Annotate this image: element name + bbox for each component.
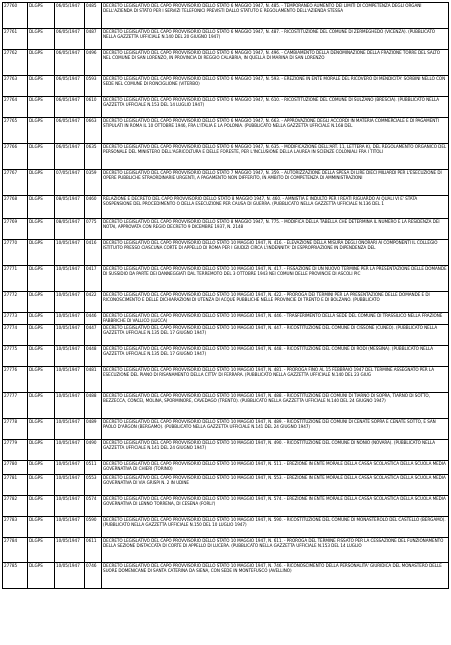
act-description: DECRETO LEGISLATIVO DEL CAPO PROVVISORIO DELLO STATO 10 MAGGIO 1947, N. 574. - EREZIONE IN ENTE MORALE DELLA CASSA SCOLASTICA DELLA SCUOLA MEDIA GOVERNATIVA DI LENNO TORRENA, DI CESENA (FORLI') — [102, 496, 449, 516]
act-code: 0553 — [85, 475, 102, 495]
row-number: 27767 — [3, 170, 28, 195]
row-number: 27763 — [3, 76, 28, 96]
act-code: 0593 — [85, 76, 102, 96]
act-code: 0511 — [85, 461, 102, 474]
act-code: 0746 — [85, 563, 102, 588]
act-code: 0460 — [85, 196, 102, 218]
act-date: 10/05/1947 — [55, 313, 85, 324]
row-number: 27769 — [3, 219, 28, 239]
act-description: RELAZIONE E DECRETO DEL CAPO PROVVISORIO DELLO STATO 8 MAGGIO 1947, N. 460. - AMNISTIA E INDULTO PER I REATI RIGUARDO AI QUALI VI E' STATA SOSPENSIONE DEL PROCEDIMENTO O DELLA ESECUZIONE PER CAUSA DI GUERRA. (PUBBLICATO NELLA GAZZETTA UFFICIALE N.136 DEL 1 — [102, 196, 449, 218]
row-number: 27780 — [3, 461, 28, 474]
act-date: 10/05/1947 — [55, 367, 85, 392]
act-date: 10/05/1947 — [55, 266, 85, 291]
act-code: 0359 — [85, 170, 102, 195]
act-description: DECRETO LEGISLATIVO DEL CAPO PROVVISORIO DELLO STATO 10 MAGGIO 1947, N. 490. - RICOSTITUZIONE DEL COMUNE DI NONIO (NOVARA). (PUBBLICATO NELLA GAZZETTA UFFICIALE N.141 DEL 24 GIUGNO 1947) — [102, 440, 449, 460]
row-number: 27777 — [3, 393, 28, 418]
act-date: 06/05/1947 — [55, 29, 85, 49]
act-date: 08/05/1947 — [55, 196, 85, 218]
act-date: 10/05/1947 — [55, 419, 85, 439]
table-row — [2, 496, 449, 517]
act-code: 0775 — [85, 219, 102, 239]
act-code: 0611 — [85, 538, 102, 562]
act-date: 10/05/1947 — [55, 517, 85, 537]
table-row — [2, 118, 449, 144]
act-description: DECRETO LEGISLATIVO DEL CAPO PROVVISORIO DELLO STATO 6 MAGGIO 1947, N. 485. - TEMPORANEO AUMENTO DEI LIMITI DI COMPETENZA DEGLI ORGANI DELL'AZIENDA DI STATO PER I SERVIZI TELEFONICI PREVISTI DALLO STATUTO E REGOLAMENTO DELL'AZIENDA STESSA — [102, 3, 449, 28]
act-code: 0590 — [85, 517, 102, 537]
act-type: DLGPS — [28, 440, 55, 460]
act-type: DLGPS — [28, 76, 55, 96]
act-date: 07/05/1947 — [55, 170, 85, 195]
table-row — [2, 440, 449, 461]
table-row — [2, 144, 449, 170]
act-type: DLGPS — [28, 144, 55, 169]
table-row — [2, 196, 449, 219]
act-type: DLGPS — [28, 538, 55, 562]
act-date: 08/05/1947 — [55, 219, 85, 239]
act-date: 06/05/1947 — [55, 144, 85, 169]
row-number: 27783 — [3, 517, 28, 537]
act-type: DLGPS — [28, 475, 55, 495]
act-code: 0663 — [85, 118, 102, 143]
act-type: DLGPS — [28, 496, 55, 516]
act-type: DLGPS — [28, 461, 55, 474]
row-number: 27773 — [3, 313, 28, 324]
act-type: DLGPS — [28, 196, 55, 218]
table-row — [2, 219, 449, 240]
act-date: 06/05/1947 — [55, 118, 85, 143]
table-row — [2, 313, 449, 325]
act-type: DLGPS — [28, 367, 55, 392]
act-description: DECRETO LEGISLATIVO DEL CAPO PROVVISORIO DELLO STATO 6 MAGGIO 1947, N. 610. - RICOSTITUZIONE DEL COMUNE DI SULZANO (BRESCIA). (PUBBLICATO NELLA GAZZETTA UFFICIALE N.153 DEL 14 LUGLIO 1947) — [102, 97, 449, 117]
row-number: 27761 — [3, 29, 28, 49]
act-description: DECRETO LEGISLATIVO DEL CAPO PROVVISORIO DELLO STATO 10 MAGGIO 1947, N. 422. - PROROGA DEI TERMINI PER LA PRESENTAZIONE DELLE DOMANDE E DI RICONOSCIMENTO E DELLE DICHIARAZIONI DI UTENZA DI ACQUE PUBBLICHE NELLE PROVINCIE DI TRENTO E DI BOLZANO. (PUBBLICATO — [102, 292, 449, 312]
row-number: 27774 — [3, 325, 28, 345]
act-description: DECRETO LEGISLATIVO DEL CAPO PROVVISORIO DELLO STATO 10 MAGGIO 1947, N. 481. - PROROGA FINO AL 15 FEBBRAIO 1947 DEL TERMINE ASSEGNATO PER LA ESECUZIONE DEL PIANO DI RISANAMENTO DELLA CITTA' DI FERRARA. (PUBBLICATO NELLA GAZZETTA UFFICIALE N.140 DEL 23 GIUG — [102, 367, 449, 392]
act-code: 0496 — [85, 50, 102, 75]
act-code: 0416 — [85, 240, 102, 265]
act-date: 06/05/1947 — [55, 76, 85, 96]
row-number: 27766 — [3, 144, 28, 169]
table-row — [2, 563, 449, 589]
row-number: 27770 — [3, 240, 28, 265]
act-description: DECRETO LEGISLATIVO DEL CAPO PROVVISORIO DELLO STATO 6 MAGGIO 1947, N. 635. - MODIFICAZIONE DELL'ART. 11, LETTERA K), DEL REGOLAMENTO ORGANICO DEL PERSONALE DEL MINISTERO DELL'AGRICOLTURA E DELLE FORESTE, PER L'INCLUSIONE DELLA LAUREA IN SCIENZE COLONIALI FRA I TITOLI — [102, 144, 449, 169]
row-number: 27782 — [3, 496, 28, 516]
act-description: DECRETO LEGISLATIVO DEL CAPO PROVVISORIO DELLO STATO 10 MAGGIO 1947, N. 611. - PROROGA DEL TERMINE FISSATO PER LA CESSAZIONE DEL FUNZIONAMENTO DELLA SEZIONE DISTACCATA DI CORTE DI APPELLO DI LUCERA. (PUBBLICATO NELLA GAZZETTA UFFICIALE N.153 DEL 14 LUGLIO — [102, 538, 449, 562]
act-type: DLGPS — [28, 118, 55, 143]
act-type: DLGPS — [28, 3, 55, 28]
act-type: DLGPS — [28, 266, 55, 291]
act-type: DLGPS — [28, 313, 55, 324]
act-date: 10/05/1947 — [55, 346, 85, 366]
row-number: 27776 — [3, 367, 28, 392]
act-description: DECRETO LEGISLATIVO DEL CAPO PROVVISORIO DELLO STATO 8 MAGGIO 1947, N. 775. - MODIFICA DELLA TABELLA CHE DETERMINA IL NUMERO E LA RESIDENZA DEI NOTAI, APPROVATA CON REGIO DECRETO 9 DICEMBRE 1937, N. 2148 — [102, 219, 449, 239]
table-row — [2, 170, 449, 196]
row-number: 27771 — [3, 266, 28, 291]
act-code: 0447 — [85, 325, 102, 345]
act-type: DLGPS — [28, 219, 55, 239]
table-row — [2, 475, 449, 496]
row-number: 27768 — [3, 196, 28, 218]
act-type: DLGPS — [28, 29, 55, 49]
row-number: 27779 — [3, 440, 28, 460]
table-row — [2, 292, 449, 313]
act-code: 0485 — [85, 3, 102, 28]
act-code: 0490 — [85, 440, 102, 460]
act-date: 10/05/1947 — [55, 496, 85, 516]
act-type: DLGPS — [28, 393, 55, 418]
table-row — [2, 393, 449, 419]
row-number: 27762 — [3, 50, 28, 75]
act-type: DLGPS — [28, 325, 55, 345]
act-description: DECRETO LEGISLATIVO DEL CAPO PROVVISORIO DELLO STATO 10 MAGGIO 1947, N. 448. - RICOSTITUZIONE DEL COMUNE DI RODI (MESSINA). (PUBBLICATO NELLA GAZZETTA UFFICIALE N.135 DEL 17 GIUGNO 1947) — [102, 346, 449, 366]
act-date: 10/05/1947 — [55, 240, 85, 265]
act-description: DECRETO LEGISLATIVO DEL CAPO PROVVISORIO DELLO STATO 10 MAGGIO 1947, N. 511. - EREZIONE IN ENTE MORALE DELLA CASSA SCOLASTICA DELLA SCUOLA MEDIA GOVERNATIVA DI CHIERI (TORINO) — [102, 461, 449, 474]
act-description: DECRETO LEGISLATIVO DEL CAPO PROVVISORIO DELLO STATO 6 MAGGIO 1947, N. 663. - APPROVAZIONE DEGLI ACCORDI IN MATERIA COMMERCIALE E DI PAGAMENTI STIPULATI IN ROMA IL 10 OTTOBRE 1946, FRA L'ITALIA E LA POLONIA. (PUBBLICATO NELLA GAZZETTA UFFICIALE N.168 DEL — [102, 118, 449, 143]
decree-table — [2, 2, 449, 589]
act-code: 0489 — [85, 419, 102, 439]
table-row — [2, 346, 449, 367]
table-row — [2, 461, 449, 475]
table-row — [2, 240, 449, 266]
act-code: 0422 — [85, 292, 102, 312]
act-code: 0488 — [85, 393, 102, 418]
act-type: DLGPS — [28, 50, 55, 75]
act-type: DLGPS — [28, 419, 55, 439]
act-date: 10/05/1947 — [55, 475, 85, 495]
act-description: DECRETO LEGISLATIVO DEL CAPO PROVVISORIO DELLO STATO 6 MAGGIO 1947, N. 487. - RICOSTITUZIONE DEL COMUNE DI ZERMEGHEDO (VICENZA). (PUBBLICATO NELLA GAZZETTA UFFICIALE N.140 DEL 20 GIUGNO 1947) — [102, 29, 449, 49]
act-description: DECRETO LEGISLATIVO DEL CAPO PROVVISORIO DELLO STATO 10 MAGGIO 1947, N. 447. - RICOSTITUZIONE DEL COMUNE DI CISSONE (CUNEO). (PUBBLICATO NELLA GAZZETTA UFFICIALE N.135 DEL 17 GIUGNO 1947) — [102, 325, 449, 345]
act-type: DLGPS — [28, 517, 55, 537]
act-code: 0417 — [85, 266, 102, 291]
row-number: 27760 — [3, 3, 28, 28]
act-date: 10/05/1947 — [55, 538, 85, 562]
act-description: DECRETO LEGISLATIVO DEL CAPO PROVVISORIO DELLO STATO 10 MAGGIO 1947, N. 446. - TRASFERIMENTO DELLA SEDE DEL COMUNE DI TRASSILICO NELLA FRAZIONE FABBRICHE DI VALLICO (LUCCA) — [102, 313, 449, 324]
row-number: 27778 — [3, 419, 28, 439]
act-description: DECRETO LEGISLATIVO DEL CAPO PROVVISORIO DELLO STATO 10 MAGGIO 1947, N. 590. - RICOSTITUZIONE DEL COMUNE DI MONASTEROLO DEL CASTELLO (BERGAMO). (PUBBLICATO NELLA GAZZETTA UFFICIALE N.150 DEL 10 LUGLIO 1947) — [102, 517, 449, 537]
act-code: 0446 — [85, 313, 102, 324]
act-type: DLGPS — [28, 563, 55, 588]
table-row — [2, 50, 449, 76]
act-date: 10/05/1947 — [55, 461, 85, 474]
act-code: 0610 — [85, 97, 102, 117]
row-number: 27785 — [3, 563, 28, 588]
table-row — [2, 29, 449, 50]
row-number: 27781 — [3, 475, 28, 495]
act-date: 10/05/1947 — [55, 440, 85, 460]
table-row — [2, 97, 449, 118]
row-number: 27775 — [3, 346, 28, 366]
act-type: DLGPS — [28, 170, 55, 195]
row-number: 27784 — [3, 538, 28, 562]
act-date: 06/05/1947 — [55, 50, 85, 75]
act-description: DECRETO LEGISLATIVO DEL CAPO PROVVISORIO DELLO STATO 10 MAGGIO 1947, N. 489. - RICOSTITUZIONE DEI COMUNI DI CENATE SOPRA E CENATE SOTTO, E SAN PAOLO D'ARGON (BERGAMO). (PUBBLICATO NELLA GAZZETTA UFFICIALE N.141 DEL 24 GIUGNO 1947) — [102, 419, 449, 439]
table-row — [2, 3, 449, 29]
act-code: 0448 — [85, 346, 102, 366]
table-row — [2, 419, 449, 440]
act-type: DLGPS — [28, 346, 55, 366]
act-code: 0481 — [85, 367, 102, 392]
act-description: DECRETO LEGISLATIVO DEL CAPO PROVVISORIO DELLO STATO 10 MAGGIO 1947, N. 417. - FISSAZIONE DI UN NUOVO TERMINE PER LA PRESENTAZIONE DELLE DOMANDE DI SUSSIDIO DA PARTE DEI DANNEGGIATI DAL TERREMOTO DEL 3 OTTOBRE 1943 NEI COMUNI DELLE PROVINCIE DI ASCOLI PIC — [102, 266, 449, 291]
table-row — [2, 325, 449, 346]
act-date: 10/05/1947 — [55, 563, 85, 588]
table-row — [2, 538, 449, 563]
row-number: 27772 — [3, 292, 28, 312]
act-date: 06/05/1947 — [55, 97, 85, 117]
table-row — [2, 266, 449, 292]
act-date: 10/05/1947 — [55, 292, 85, 312]
row-number: 27765 — [3, 118, 28, 143]
act-description: DECRETO LEGISLATIVO DEL CAPO PROVVISORIO DELLO STATO 7 MAGGIO 1947, N. 359. - AUTORIZZAZIONE DELLA SPESA DI LIRE DIECI MILIARDI PER L'ESECUZIONE DI OPERE PUBBLICHE STRAORDINARIE URGENTI, A PAGAMENTO NON DIFFERITO, IN AMBITO DI COMPETENZA DI AMMINISTRAZIONI — [102, 170, 449, 195]
act-type: DLGPS — [28, 292, 55, 312]
act-code: 0635 — [85, 144, 102, 169]
act-description: DECRETO LEGISLATIVO DEL CAPO PROVVISORIO DELLO STATO 6 MAGGIO 1947, N. 593. - EREZIONE IN ENTE MORALE DEL RICOVERO DI MENDICITA' SORBINI NELLO CON SEDE NEL COMUNE DI RONCIGLIONE (VITERBO) — [102, 76, 449, 96]
row-number: 27764 — [3, 97, 28, 117]
act-code: 0574 — [85, 496, 102, 516]
act-description: DECRETO LEGISLATIVO DEL CAPO PROVVISORIO DELLO STATO 10 MAGGIO 1947, N. 416. - ELEVAZIONE DELLA MISURA DEGLI ONORARI AI COMPONENTI IL COLLEGIO ISTITUITO PRESSO CIASCUNA CORTE DI APPELLO DI ROMA PER I GIUDIZI CIRCA L'INDENNITA' DI ESPROPRIAZIONE IN DIPENDENZA DEL — [102, 240, 449, 265]
table-row — [2, 517, 449, 538]
table-row — [2, 76, 449, 97]
act-description: DECRETO LEGISLATIVO DEL CAPO PROVVISORIO DELLO STATO 6 MAGGIO 1947, N. 496. - CAMBIAMENTO DELLA DENOMINAZIONE DELLA FRAZIONE TORRE DEL SALTO NEL COMUNE DI SAN LORENZO, IN PROVINCIA DI REGGIO CALABRIA, IN QUELLA DI MARINA DI SAN LORENZO — [102, 50, 449, 75]
act-code: 0487 — [85, 29, 102, 49]
act-date: 10/05/1947 — [55, 325, 85, 345]
act-date: 10/05/1947 — [55, 393, 85, 418]
act-description: DECRETO LEGISLATIVO DEL CAPO PROVVISORIO DELLO STATO 10 MAGGIO 1947, N. 746. - RICONOSCIMENTO DELLA PERSONALITA' GIURIDICA DEL MONASTERO DELLE SUORE DOMENICANE DI SANTA CATERINA DA SIENA, CON SEDE IN MONTEFUSCO (AVELLINO) — [102, 563, 449, 588]
act-description: DECRETO LEGISLATIVO DEL CAPO PROVVISORIO DELLO STATO 10 MAGGIO 1947, N. 488. - RICOSTITUZIONE DEI COMUNI DI TIARNO DI SOPRA, TIARNO DI SOTTO, BEZZECCA, CONCEI, MOLINA, SPORMINORE, CAVEDAGO (TRENTO). (PUBBLICATO NELLA GAZZETTA UFFICIALE N.140 DEL 24 GIUGNO 1947) — [102, 393, 449, 418]
act-type: DLGPS — [28, 240, 55, 265]
act-date: 06/05/1947 — [55, 3, 85, 28]
table-row — [2, 367, 449, 393]
act-description: DECRETO LEGISLATIVO DEL CAPO PROVVISORIO DELLO STATO 10 MAGGIO 1947, N. 553. - EREZIONE IN ENTE MORALE DELLA CASSA SCOLASTICA DELLA SCUOLA MEDIA GOVERNATIVA DI VIA GRISPI N. 2 IN UDINE — [102, 475, 449, 495]
act-type: DLGPS — [28, 97, 55, 117]
